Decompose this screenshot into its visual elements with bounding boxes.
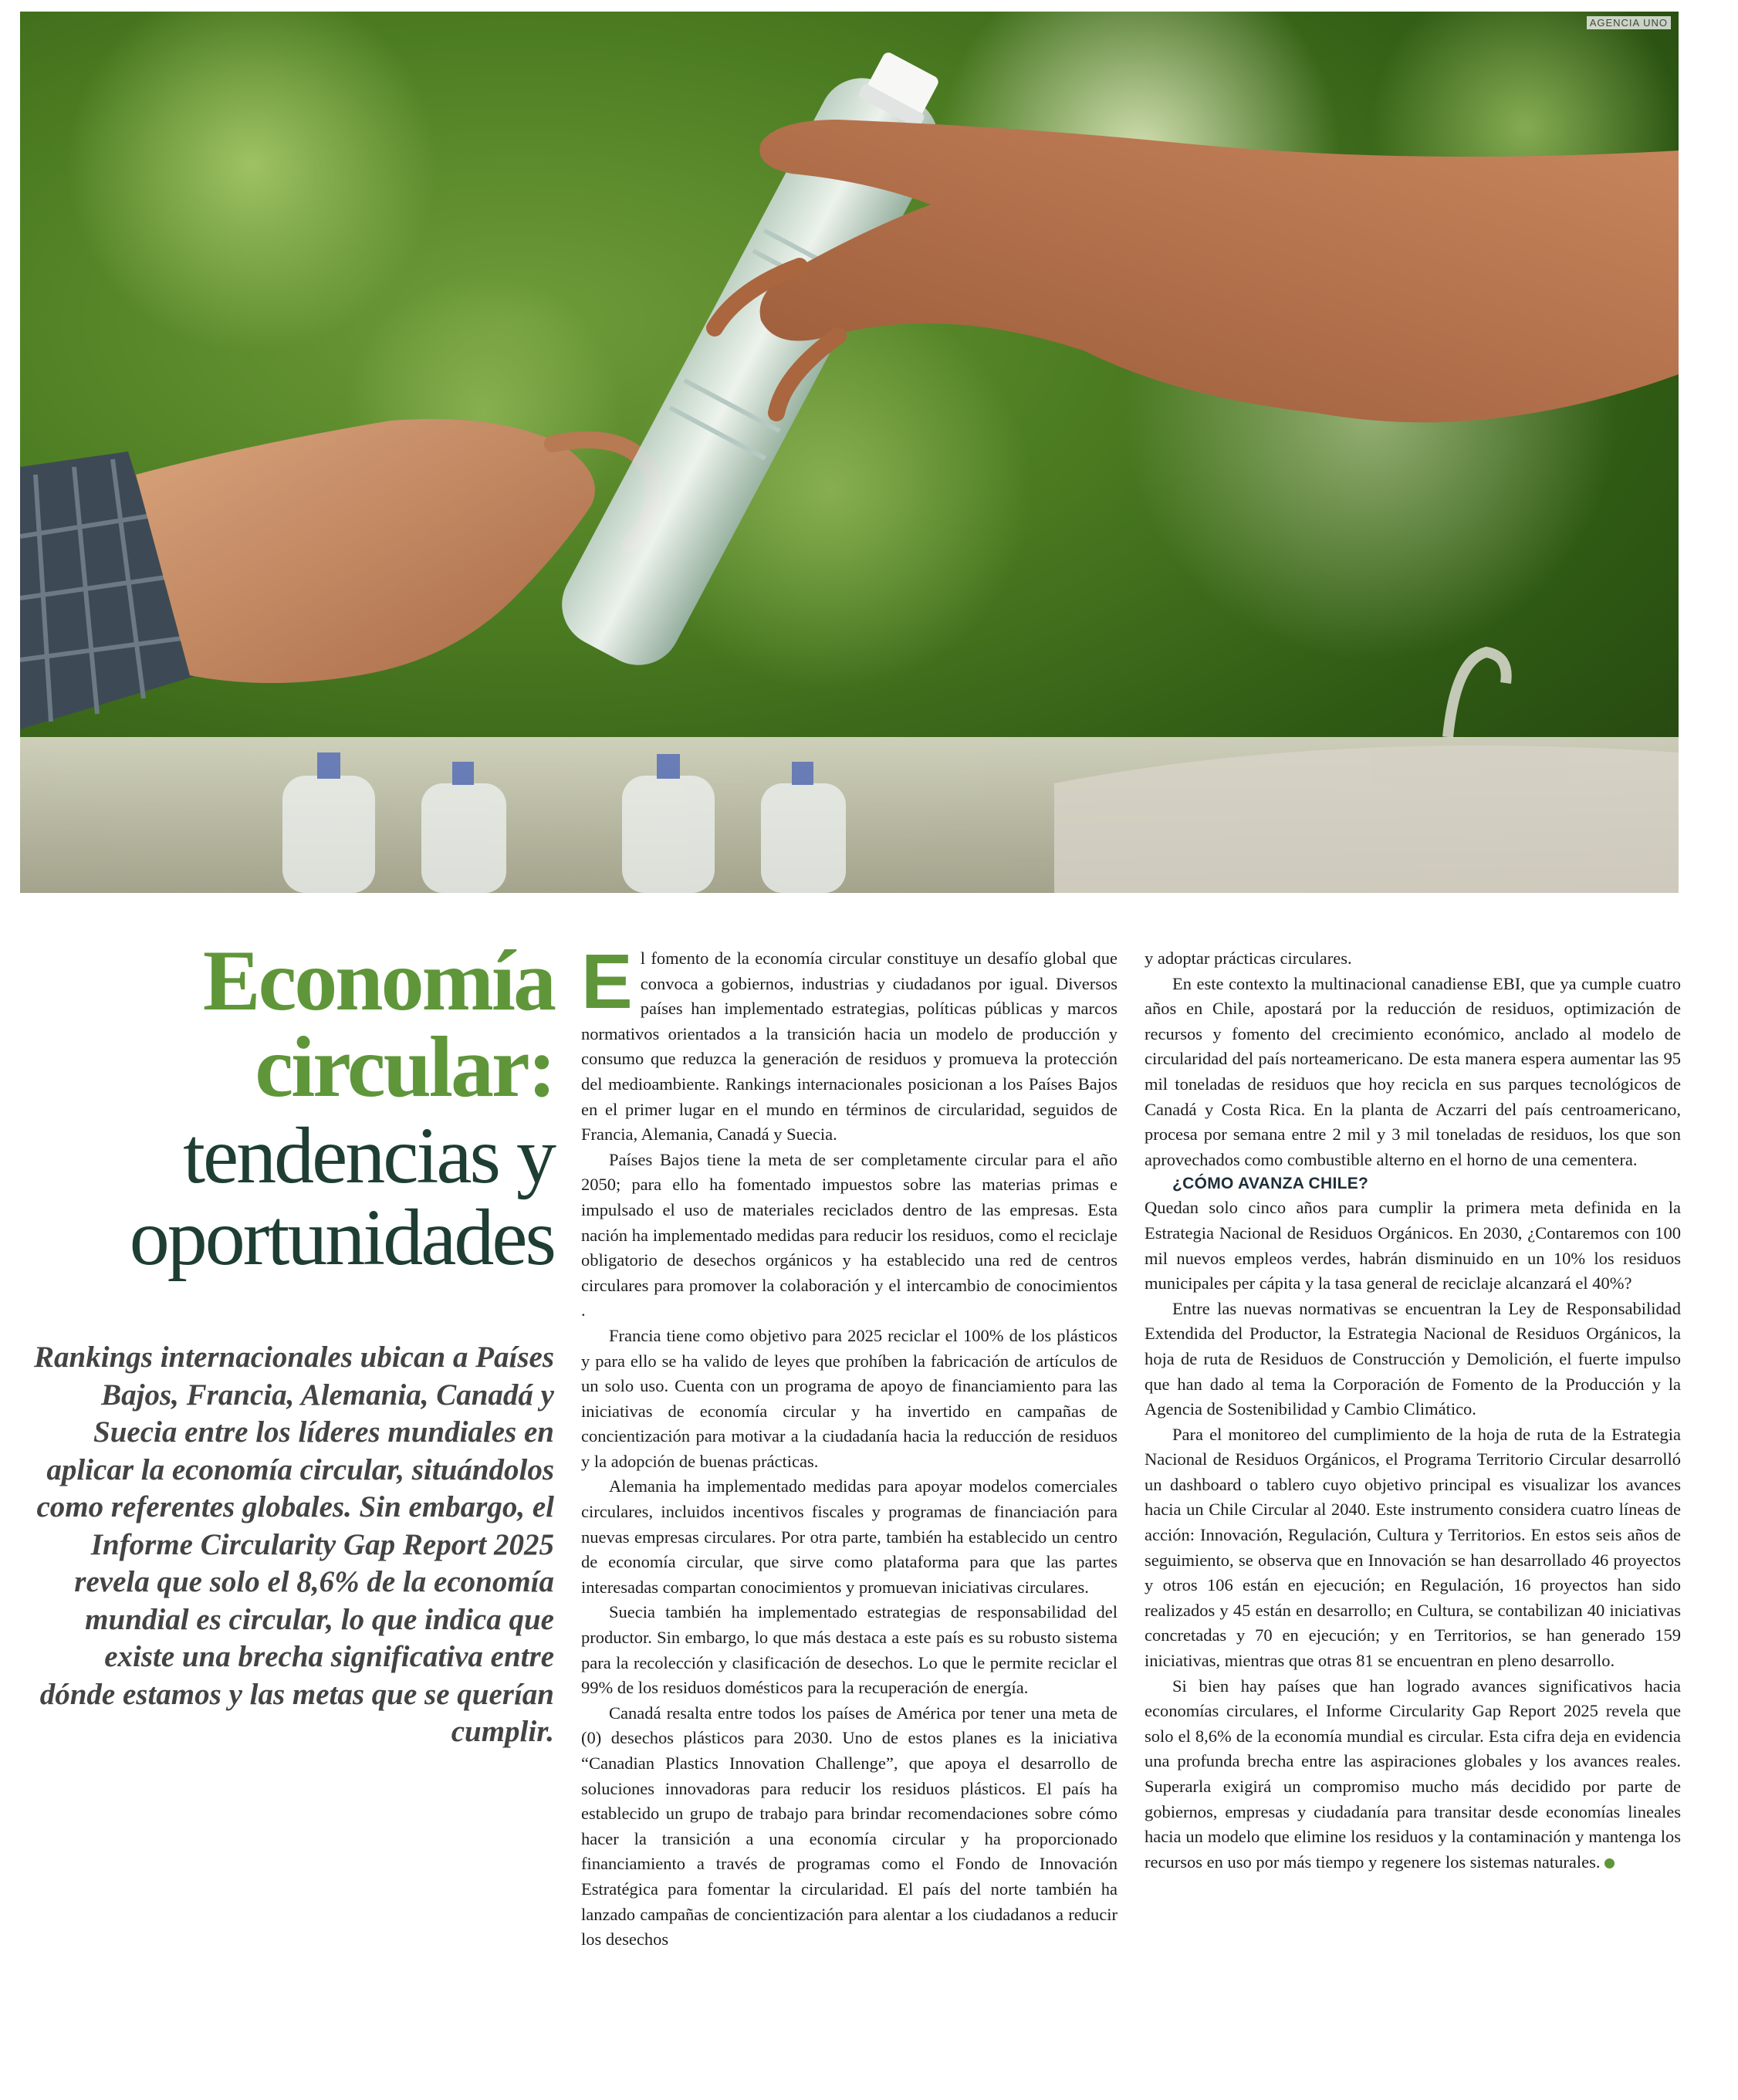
- body-column-1: [581, 938, 1118, 1953]
- body-paragraph-8: Quedan solo cinco años para cumplir la primera meta definida en la Estrategia Nacional de Residuos Orgánicos. En 2030, ¿Contaremos con 100 mil nuevos empleos verdes, habrán disminuido en un 10% los residuos municipales per cápita y la tasa general de reciclaje alcanzará el 40%?: [1145, 1198, 1681, 1293]
- article-photo: [20, 12, 1679, 893]
- section-subhead: ¿CÓMO AVANZA CHILE?: [1172, 1175, 1369, 1193]
- body-paragraph-2: Países Bajos tiene la meta de ser completamente circular para el año 2050; para ello ha fomentado impuestos sobre las materias primas e impulsado el uso de materiales reciclados dentro de las empresas. Esta nación ha implementado medidas para reducir los residuos, como el reciclaje obligatorio de desechos orgánicos y ha establecido una red de centros circulares para promover la colaboración y el intercambio de conocimientos .: [581, 1149, 1118, 1321]
- headline-line-1: Economía: [202, 933, 554, 1029]
- body-paragraph-9: Entre las nuevas normativas se encuentran la Ley de Responsabilidad Extendida del Productor, la Estrategia Nacional de Residuos Orgánicos, la hoja de ruta de Residuos de Construcción y Demolición, el fuerte impulso que han dado al tema la Corporación de Fomento de la Producción y la Agencia de Sostenibilidad y Cambio Climático.: [1145, 1298, 1681, 1419]
- body-paragraph-5: Suecia también ha implementado estrategias de responsabilidad del productor. Sin embargo, lo que más destaca a este país es su robusto sistema para la recolección y clasificación de desechos. Lo que le permite reciclar el 99% de los residuos domésticos para la recuperación de energía.: [581, 1602, 1118, 1698]
- body-paragraph-7: En este contexto la multinacional canadiense EBI, que ya cumple cuatro años en Chile, apostará por la reducción de residuos, optimización de recursos y fomento del crecimiento económico, anclado al modelo de circularidad del país norteamericano. De esta manera espera aumentar las 95 mil toneladas de residuos que hoy recicla en sus parques tecnológicos de Canadá y Costa Rica. En la planta de Aczarri del país centroamericano, procesa por semana entre 2 mil y 3 mil toneladas de residuos, los que son aprovechados como combustible alterno en el horno de una cementera.: [1145, 973, 1681, 1169]
- body-paragraph-3: Francia tiene como objetivo para 2025 reciclar el 100% de los plásticos y para ello se ha valido de leyes que prohíben la fabricación de artículos de un solo uso. Cuenta con un programa de apoyo de financiamiento para las iniciativas de economía circular y ha invertido en campañas de concientización para motivar a la ciudadanía hacia la reducción de residuos y la adopción de buenas prácticas.: [581, 1325, 1118, 1471]
- body-paragraph-11-text: Si bien hay países que han logrado avances significativos hacia economías circulares, el Informe Circularity Gap Report 2025 revela que solo el 8,6% de la economía mundial es circular. Esta cifra deja en evidencia una profunda brecha entre las aspiraciones globales y los avances reales. Superarla exigirá un compromiso mucho más decidido por parte de gobiernos, empresas y ciudadanía para transitar desde economías lineales hacia un modelo que elimine los residuos y la contaminación y mantenga los recursos en uso por más tiempo y regenere los sistemas naturales.: [1145, 1676, 1681, 1872]
- headline-block: [31, 933, 554, 1751]
- body-column-2: [1145, 946, 1681, 1875]
- body-paragraph-6: Canadá resalta entre todos los países de América por tener una meta de (0) desechos plásticos para 2030. Uno de estos planes es la iniciativa “Canadian Plastics Innovation Challenge”, que apoya el desarrollo de soluciones innovadoras para reducir los residuos plásticos. El país ha establecido un grupo de trabajo para brindar recomendaciones sobre cómo hacer la transición a una economía circular y ha proporcionado financiamiento a través de programas como el Fondo de Innovación Estratégica para fomentar la circularidad. El país del norte también ha lanzado campañas de concientización para alentar a los ciudadanos a reducir los desechos: [581, 1703, 1118, 1950]
- photo-hands-water-bottle-icon: [20, 12, 1679, 893]
- end-of-article-icon: [1604, 1858, 1615, 1868]
- body-paragraph-11: [1145, 1674, 1681, 1875]
- body-paragraph-4: Alemania ha implementado medidas para apoyar modelos comerciales circulares, incluidos incentivos fiscales y programas de financiación para nuevas empresas circulares. Por otra parte, también ha establecido un centro de economía circular, que sirve como plataforma para que las partes interesadas compartan conocimientos y promuevan iniciativas circulares.: [581, 1476, 1118, 1597]
- headline-line-2: circular:: [255, 1020, 554, 1115]
- drop-cap: E: [581, 938, 633, 1025]
- headline-line-4: oportunidades: [129, 1193, 554, 1282]
- lead-paragraph: Rankings internacionales ubican a Países Bajos, Francia, Alemania, Canadá y Suecia entre los líderes mundiales en aplicar la economía circular, situándolos como referentes globales. Sin embargo, el Informe Circularity Gap Report 2025 revela que solo el 8,6% de la economía mundial es circular, lo que indica que existe una brecha significativa entre dónde estamos y las metas que se querían cumplir.: [34, 1341, 554, 1748]
- body-paragraph-6-continued: y adoptar prácticas circulares.: [1145, 949, 1352, 968]
- body-paragraph-10: Para el monitoreo del cumplimiento de la hoja de ruta de la Estrategia Nacional de Residuos Orgánicos, el Programa Territorio Circular desarrolló un dashboard o tablero cuyo objetivo principal es visualizar los avances hacia un Chile Circular al 2040. Este instrumento considera cuatro líneas de acción: Innovación, Regulación, Cultura y Territorios. En estos seis años de seguimiento, se observa que en Innovación se han desarrollado 46 proyectos y otros 106 están en ejecución; en Regulación, 16 proyectos han sido realizados y 45 están en desarrollo; en Cultura, se contabilizan 40 iniciativas concretadas y 70 en ejecución; y en Territorios, se han generado 159 iniciativas, mientras que otras 81 se encuentran en pleno desarrollo.: [1145, 1424, 1681, 1671]
- photo-credit: AGENCIA UNO: [1587, 16, 1671, 29]
- headline-line-3: tendencias y: [183, 1111, 554, 1200]
- body-paragraph-1-text: l fomento de la economía circular constituye un desafío global que convoca a gobiernos, industrias y ciudadanos por igual. Diversos países han implementado estrategias, políticas públicas y marcos normativos orientados a la transición hacia un modelo de producción y consumo que reduzca la generación de residuos y promueva la protección del medioambiente. Rankings internacionales posicionan a los Países Bajos en el primer lugar en el mundo en términos de circularidad, seguidos de Francia, Alemania, Canadá y Suecia.: [581, 949, 1118, 1145]
- body-paragraph-1: [581, 938, 1118, 1148]
